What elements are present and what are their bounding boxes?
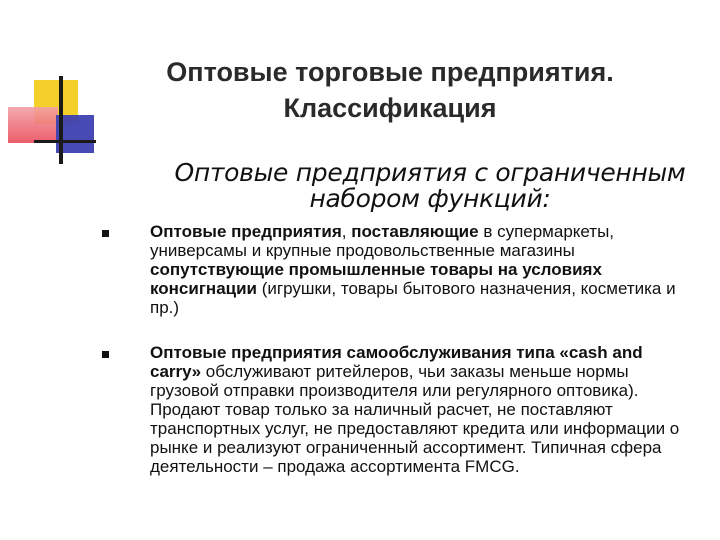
- bullet-text: [150, 222, 676, 317]
- bold-text: поставляющие: [351, 222, 479, 241]
- plain-text: ,: [341, 222, 352, 241]
- bold-text: Оптовые предприятия самообслуживания типа «cash and carry»: [150, 343, 643, 381]
- plain-text: обслуживают ритейлеров, чьи заказы меньше нормы грузовой отправки производителя или регулярного оптовика). Продают товар только за наличный расчет, не поставляют транспортных услуг, не предоставляют кредита или информации о рынке и реализуют ограниченный ассортимент. Типичная сфера деятельности – продажа ассортимента FMCG.: [150, 362, 680, 476]
- slide-subtitle: [160, 160, 700, 212]
- bullet-text: [150, 343, 679, 476]
- bold-text: Оптовые предприятия: [150, 222, 342, 241]
- bold-text: сопутствующие промышленные товары на условиях консигнации: [150, 260, 602, 298]
- slide-title: [120, 54, 660, 126]
- horizontal-line: [34, 140, 96, 143]
- decorative-squares: [0, 0, 110, 170]
- vertical-line: [59, 76, 63, 164]
- red-square: [8, 107, 58, 143]
- bullet-item: [98, 343, 698, 476]
- plain-text: (игрушки, товары бытового назначения, косметика и пр.): [150, 279, 676, 317]
- bullet-list: [98, 222, 698, 476]
- title-line-2: Классификация: [283, 93, 497, 123]
- subtitle-line-2: набором функций:: [309, 184, 551, 213]
- subtitle-line-1: Оптовые предприятия с ограниченным: [174, 158, 686, 187]
- bullet-square-icon: [102, 351, 109, 358]
- plain-text: в супермаркеты, универсамы и крупные продовольственные магазины: [150, 222, 615, 260]
- title-line-1: Оптовые торговые предприятия.: [166, 57, 614, 87]
- bullet-square-icon: [102, 230, 109, 237]
- bullet-item: [98, 222, 698, 317]
